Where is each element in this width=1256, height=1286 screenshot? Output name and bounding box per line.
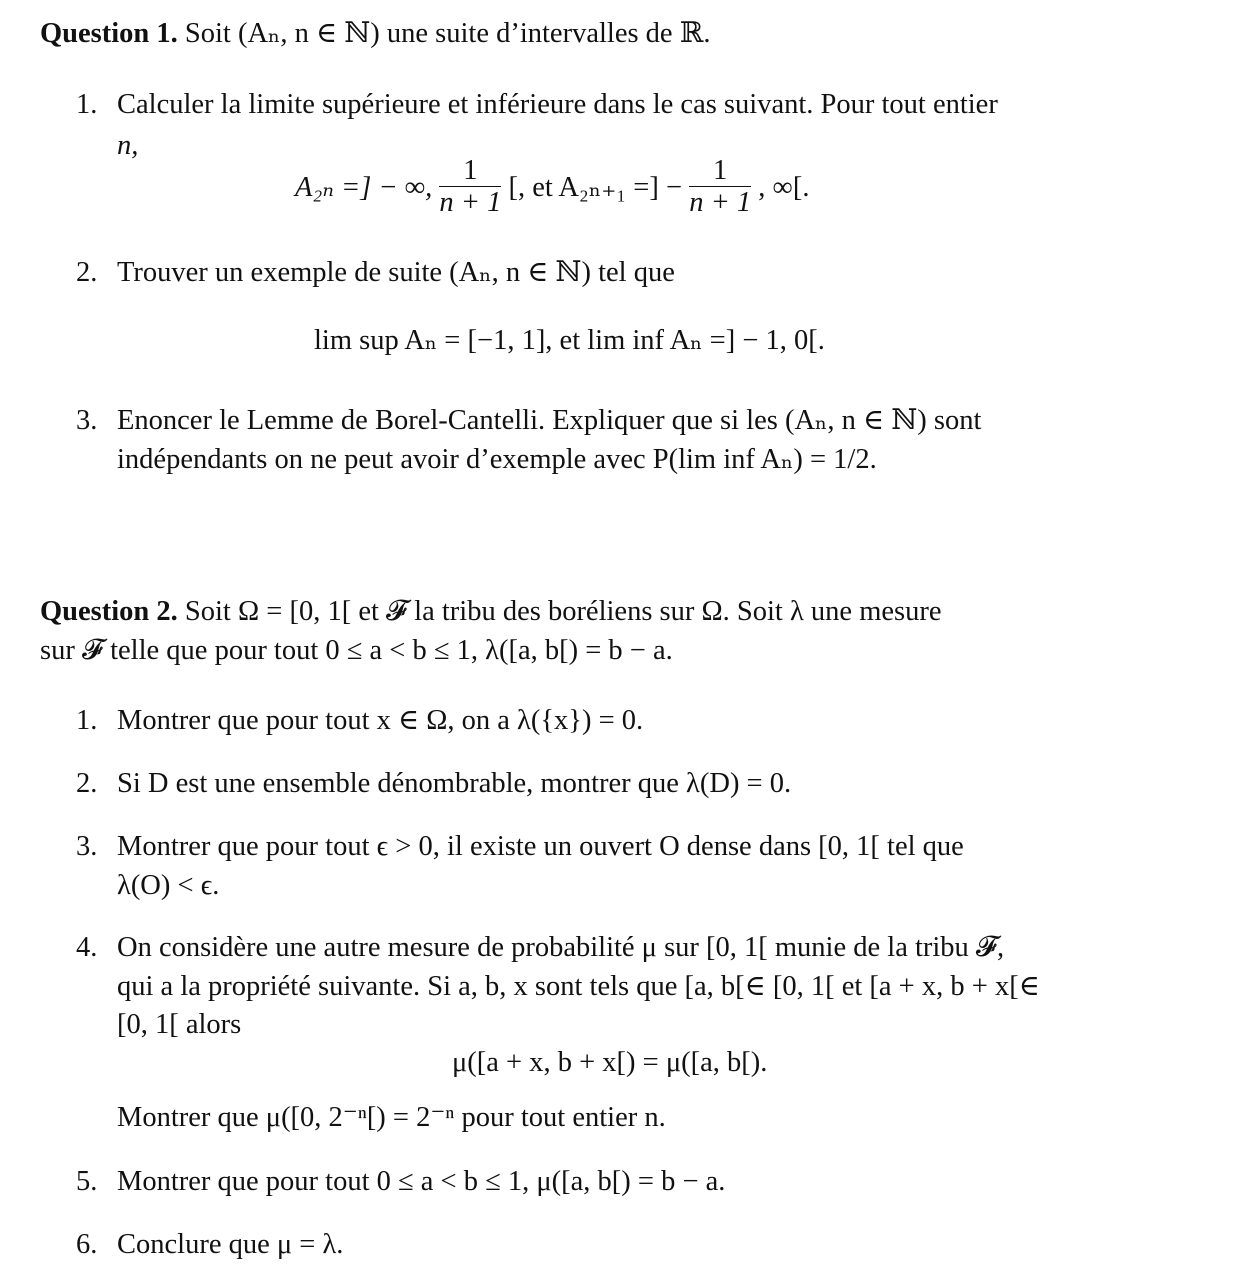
- q1-equation-2: lim sup Aₙ = [−1, 1], et lim inf Aₙ =] − 1, 0[.: [314, 325, 825, 356]
- eq1-fraction-2: $\frac{1}{n + 1}$: [689, 155, 752, 218]
- q2-item4-text-cont1: qui a la propriété suivante. Si a, b, x sont tels que [a, b[∈ [0, 1[ et [a + x, b + x[∈: [117, 971, 1040, 1002]
- q1-item3-number: 3.: [76, 405, 98, 436]
- q1-item2-number: 2.: [76, 257, 98, 288]
- q1-heading: Question 1.: [40, 18, 178, 49]
- q2-item2-number: 2.: [76, 768, 98, 799]
- q2-item4-equation: μ([a + x, b + x[) = μ([a, b[).: [452, 1047, 768, 1078]
- q1-item2-text: Trouver un exemple de suite (Aₙ, n ∈ ℕ) tel que: [117, 257, 675, 288]
- q1-item1-text: Calculer la limite supérieure et inférieure dans le cas suivant. Pour tout entier: [117, 89, 998, 120]
- q2-intro-line: [40, 594, 942, 630]
- q2-item6-text: Conclure que μ = λ.: [117, 1229, 344, 1260]
- q1-item1-text-cont: n,: [117, 130, 139, 161]
- q2-item4-text: On considère une autre mesure de probabilité μ sur [0, 1[ munie de la tribu 𝓕,: [117, 932, 1005, 963]
- q2-item4-number: 4.: [76, 932, 98, 963]
- eq1-fraction-1: $\frac{1}{n + 1}$: [439, 155, 502, 218]
- q1-item3-text: Enoncer le Lemme de Borel-Cantelli. Expliquer que si les (Aₙ, n ∈ ℕ) sont: [117, 405, 982, 436]
- eq1-right: , ∞[.: [758, 172, 810, 204]
- q2-item3-text: Montrer que pour tout ϵ > 0, il existe un ouvert O dense dans [0, 1[ tel que: [117, 831, 964, 862]
- q1-intro: Soit (Aₙ, n ∈ ℕ) une suite d’intervalles de ℝ.: [184, 18, 711, 49]
- q2-item3-number: 3.: [76, 831, 98, 862]
- q1-item1-number: 1.: [76, 89, 98, 120]
- q2-heading: Question 2.: [40, 596, 178, 627]
- eq1-mid: [, et A₂ₙ₊₁ =] −: [508, 172, 683, 204]
- q2-item6-number: 6.: [76, 1229, 98, 1260]
- q1-item3-text-cont: indépendants on ne peut avoir d’exemple avec P(lim inf Aₙ) = 1/2.: [117, 444, 877, 475]
- q2-intro: Soit Ω = [0, 1[ et 𝓕 la tribu des boréliens sur Ω. Soit λ une mesure: [184, 596, 942, 627]
- q2-item1-text: Montrer que pour tout x ∈ Ω, on a λ({x}) = 0.: [117, 705, 644, 736]
- q2-item5-text: Montrer que pour tout 0 ≤ a < b ≤ 1, μ([a, b[) = b − a.: [117, 1166, 726, 1197]
- q2-item1-number: 1.: [76, 705, 98, 736]
- eq1-left: A₂ₙ =] − ∞,: [295, 172, 433, 204]
- q2-intro-cont: sur 𝓕 telle que pour tout 0 ≤ a < b ≤ 1, λ([a, b[) = b − a.: [40, 635, 673, 666]
- q2-item2-text: Si D est une ensemble dénombrable, montrer que λ(D) = 0.: [117, 768, 792, 799]
- q2-item4-text-cont2: [0, 1[ alors: [117, 1009, 242, 1040]
- q2-item5-number: 5.: [76, 1166, 98, 1197]
- q1-equation-1: [295, 155, 810, 221]
- q2-item4-text-cont3: Montrer que μ([0, 2⁻ⁿ[) = 2⁻ⁿ pour tout entier n.: [117, 1102, 666, 1133]
- q1-intro-line: [40, 16, 711, 52]
- q2-item3-text-cont: λ(O) < ϵ.: [117, 870, 220, 901]
